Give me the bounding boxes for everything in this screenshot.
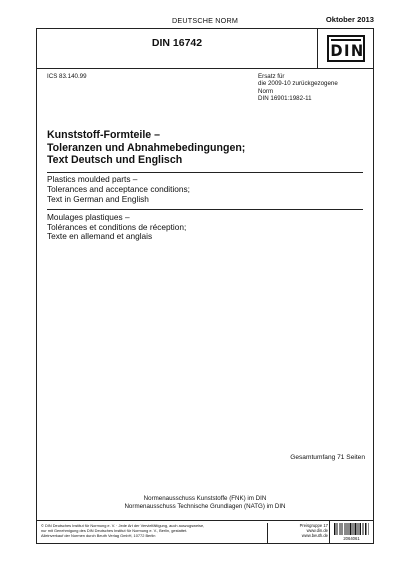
din-website-link[interactable]: www.din.de: [306, 528, 328, 534]
copyright-notice: [41, 523, 259, 538]
din-logo-icon: [327, 35, 365, 62]
replacement-line: DIN 16901:1982-11: [258, 94, 312, 102]
committee-line: Normenausschuss Technische Grundlagen (NATG) im DIN: [124, 503, 286, 510]
title-divider: [47, 209, 363, 210]
footer-row: [37, 520, 373, 543]
document-series: DEUTSCHE NORM: [171, 16, 239, 25]
beuth-website-link[interactable]: www.beuth.de: [301, 533, 328, 539]
top-header: [36, 14, 374, 28]
replacement-line: Ersatz für: [258, 73, 285, 80]
legal-line: © DIN Deutsches Institut für Normung e. V. · Jede Art der Vervielfältigung, auch auszugsweise,: [41, 523, 205, 528]
title-german: Kunststoff-Formteile – Toleranzen und Abnahmebedingungen; Text Deutsch und Englisch: [47, 129, 246, 167]
cover-frame: [36, 28, 374, 544]
barcode-icon: [334, 523, 369, 535]
standard-title-row: [37, 29, 373, 69]
article-number: 2064061: [343, 536, 360, 541]
din-logo-text: DIN: [330, 41, 365, 60]
standard-number: DIN 16742: [151, 37, 203, 49]
title-divider: [47, 172, 363, 173]
replacement-line: Norm: [258, 87, 274, 95]
replacement-note: [258, 73, 338, 102]
title-english: Plastics moulded parts – Tolerances and acceptance conditions; Text in German and English: [47, 174, 190, 204]
barcode-cell: [329, 521, 373, 543]
committee-block: [37, 495, 373, 511]
price-info: [267, 523, 331, 543]
title-french: Moulages plastiques – Tolérances et conditions de réception; Texte en allemand et anglais: [47, 211, 187, 242]
replacement-line: die 2009-10 zurückgezogene: [258, 80, 338, 88]
legal-line: nur mit Genehmigung des DIN Deutsches Institut für Normung e. V., Berlin, gestattet.: [41, 528, 188, 534]
legal-line: Alleinverkauf der Normen durch Beuth Verlag GmbH, 10772 Berlin: [41, 533, 156, 539]
ics-code: ICS 83.140.99: [47, 73, 87, 80]
logo-cell: [317, 29, 373, 69]
total-pages: Gesamtumfang 71 Seiten: [290, 454, 365, 461]
price-group: Preisgruppe 17: [299, 523, 328, 528]
committee-line: Normenausschuss Kunststoffe (FNK) im DIN: [143, 495, 267, 502]
publication-date: Oktober 2013: [325, 15, 374, 24]
title-block: [47, 129, 363, 242]
